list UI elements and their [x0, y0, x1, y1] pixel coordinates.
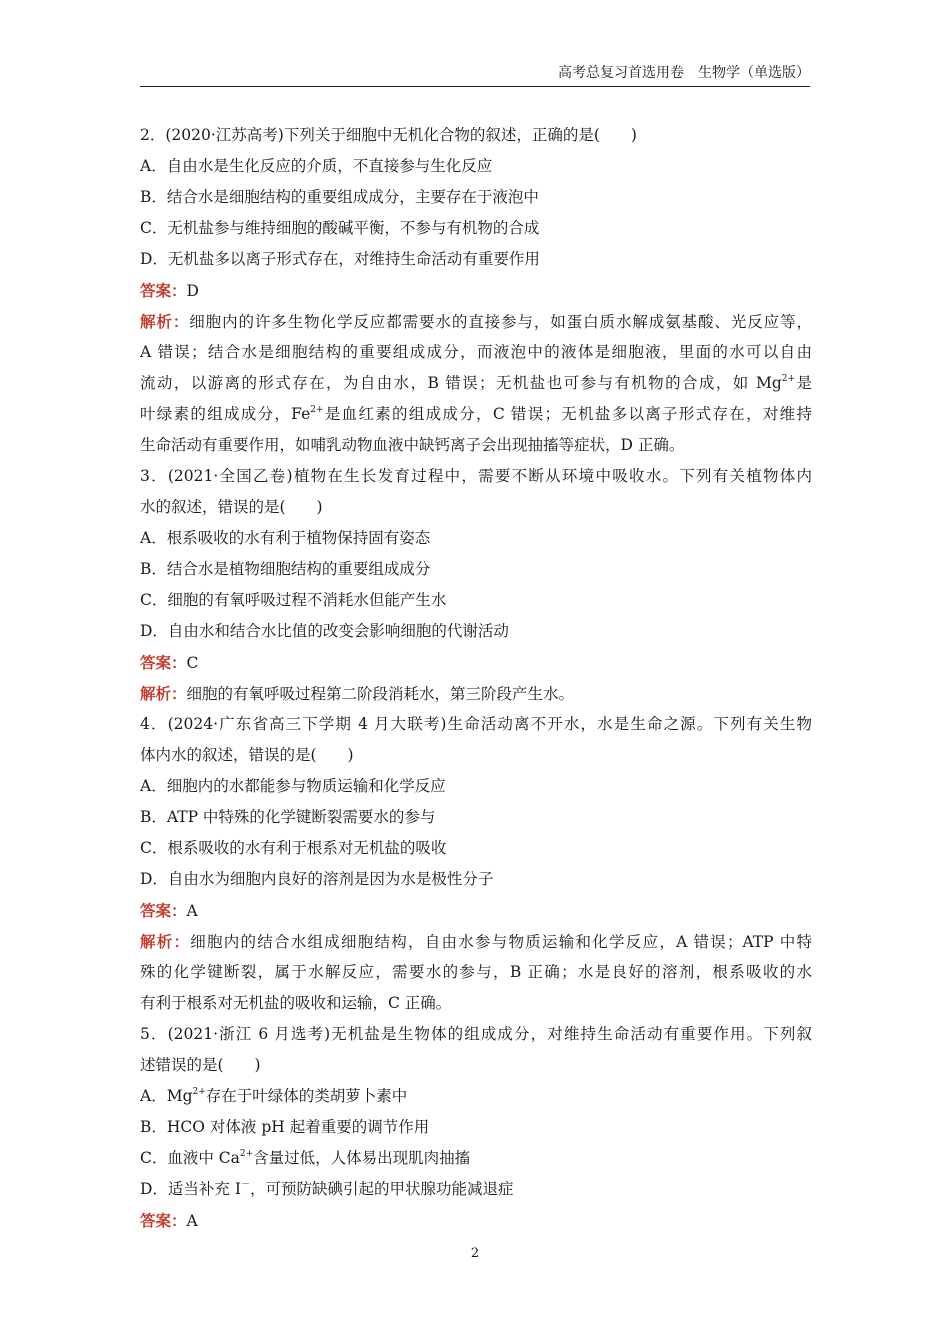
- q5-stem-line-1: 5．(2021·浙江 6 月选考)无机盐是生物体的组成成分，对维持生命活动有重要作用。下列叙: [140, 1025, 812, 1043]
- q3-option-c: C．细胞的有氧呼吸过程不消耗水但能产生水: [140, 591, 447, 609]
- option-text: A．Mg: [140, 1087, 193, 1105]
- analysis-text: 叶绿素的组成成分，Fe: [140, 405, 311, 423]
- answer-value: C: [186, 654, 199, 672]
- q4-stem-line-1: 4．(2024·广东省高三下学期 4 月大联考)生命活动离不开水，水是生命之源。下列有关生物: [140, 715, 812, 733]
- q4-analysis-line-2: 殊的化学键断裂，属于水解反应，需要水的参与，B 正确；水是良好的溶剂，根系吸收的水: [140, 963, 812, 981]
- q5-option-c: [140, 1143, 812, 1174]
- q5-option-a: [140, 1081, 812, 1112]
- header-title: 高考总复习首选用卷 生物学（单选版）: [558, 65, 810, 81]
- analysis-text: 是: [795, 374, 812, 392]
- answer-label: 答案：: [140, 281, 187, 300]
- superscript: 2+: [192, 1087, 206, 1097]
- q2-analysis-line-1: [140, 306, 812, 337]
- option-text: C．血液中 Ca: [140, 1149, 240, 1167]
- q2-analysis-line-3: [140, 368, 812, 399]
- page-header: [140, 64, 810, 87]
- page-number: 2: [470, 1246, 480, 1261]
- superscript: －: [240, 1180, 250, 1190]
- answer-label: 答案：: [140, 1211, 187, 1230]
- analysis-label: 解析：: [140, 684, 187, 703]
- q5-option-b: B．HCO 对体液 pH 起着重要的调节作用: [140, 1118, 430, 1136]
- q3-analysis: [140, 678, 812, 709]
- q2-analysis-line-4: [140, 399, 812, 430]
- superscript: 2+: [310, 405, 324, 415]
- q4-option-a: A．细胞内的水都能参与物质运输和化学反应: [140, 777, 446, 795]
- q5-option-d: [140, 1174, 812, 1205]
- analysis-label: 解析：: [140, 932, 191, 951]
- option-text: D．适当补充 I: [140, 1180, 241, 1198]
- q2-option-b: B．结合水是细胞结构的重要组成成分，主要存在于液泡中: [140, 188, 539, 206]
- q2-analysis-line-2: A 错误；结合水是细胞结构的重要组成成分，而液泡中的液体是细胞液，里面的水可以自由: [140, 343, 812, 361]
- q3-stem-line-2: 水的叙述，错误的是( ): [140, 498, 323, 516]
- q3-answer: [140, 647, 812, 678]
- analysis-text: 细胞内的结合水组成细胞结构，自由水参与物质运输和化学反应，A 错误；ATP 中特: [190, 933, 812, 951]
- q2-option-c: C．无机盐参与维持细胞的酸碱平衡，不参与有机物的合成: [140, 219, 540, 237]
- analysis-text: 流动，以游离的形式存在，为自由水，B 错误；无机盐也可参与有机物的合成，如 Mg: [140, 374, 782, 392]
- q5-answer: [140, 1205, 812, 1236]
- option-text: 含量过低，人体易出现肌肉抽搐: [253, 1149, 471, 1167]
- option-text: 存在于叶绿体的类胡萝卜素中: [205, 1087, 408, 1105]
- analysis-text: 是血红素的组成成分，C 错误；无机盐多以离子形式存在，对维持: [323, 405, 812, 423]
- q4-analysis-line-3: 有利于根系对无机盐的吸收和运输，C 正确。: [140, 994, 452, 1012]
- option-text: ，可预防缺碘引起的甲状腺功能减退症: [250, 1180, 514, 1198]
- q4-option-c: C．根系吸收的水有利于根系对无机盐的吸收: [140, 839, 447, 857]
- q3-option-d: D．自由水和结合水比值的改变会影响细胞的代谢活动: [140, 622, 509, 640]
- answer-value: A: [186, 902, 198, 920]
- document-body: [140, 120, 812, 1236]
- q2-option-a: A．自由水是生化反应的介质，不直接参与生化反应: [140, 157, 493, 175]
- answer-value: D: [186, 282, 199, 300]
- analysis-text: 细胞的有氧呼吸过程第二阶段消耗水，第三阶段产生水。: [186, 685, 575, 703]
- q4-analysis-line-1: [140, 926, 812, 957]
- q2-analysis-line-5: 生命活动有重要作用，如哺乳动物血液中缺钙离子会出现抽搐等症状，D 正确。: [140, 436, 685, 454]
- answer-label: 答案：: [140, 901, 187, 920]
- analysis-text: 细胞内的许多生物化学反应都需要水的直接参与，如蛋白质水解成氨基酸、光反应等，: [189, 313, 812, 331]
- q2-option-d: D．无机盐多以离子形式存在，对维持生命活动有重要作用: [140, 250, 540, 268]
- superscript: 2+: [239, 1149, 254, 1159]
- answer-label: 答案：: [140, 653, 187, 672]
- q3-stem-line-1: 3．(2021·全国乙卷)植物在生长发育过程中，需要不断从环境中吸收水。下列有关植物体内: [140, 467, 812, 485]
- q2-stem: 2．(2020·江苏高考)下列关于细胞中无机化合物的叙述，正确的是( ): [140, 126, 637, 144]
- q3-option-b: B．结合水是植物细胞结构的重要组成成分: [140, 560, 431, 578]
- q5-stem-line-2: 述错误的是( ): [140, 1056, 261, 1074]
- q4-answer: [140, 895, 812, 926]
- q4-stem-line-2: 体内水的叙述，错误的是( ): [140, 746, 354, 764]
- q2-answer: [140, 275, 812, 306]
- q4-option-d: D．自由水为细胞内良好的溶剂是因为水是极性分子: [140, 870, 494, 888]
- analysis-label: 解析：: [140, 312, 190, 331]
- q3-option-a: A．根系吸收的水有利于植物保持固有姿态: [140, 529, 431, 547]
- q4-option-b: B．ATP 中特殊的化学键断裂需要水的参与: [140, 808, 436, 826]
- superscript: 2+: [781, 374, 796, 384]
- answer-value: A: [186, 1212, 198, 1230]
